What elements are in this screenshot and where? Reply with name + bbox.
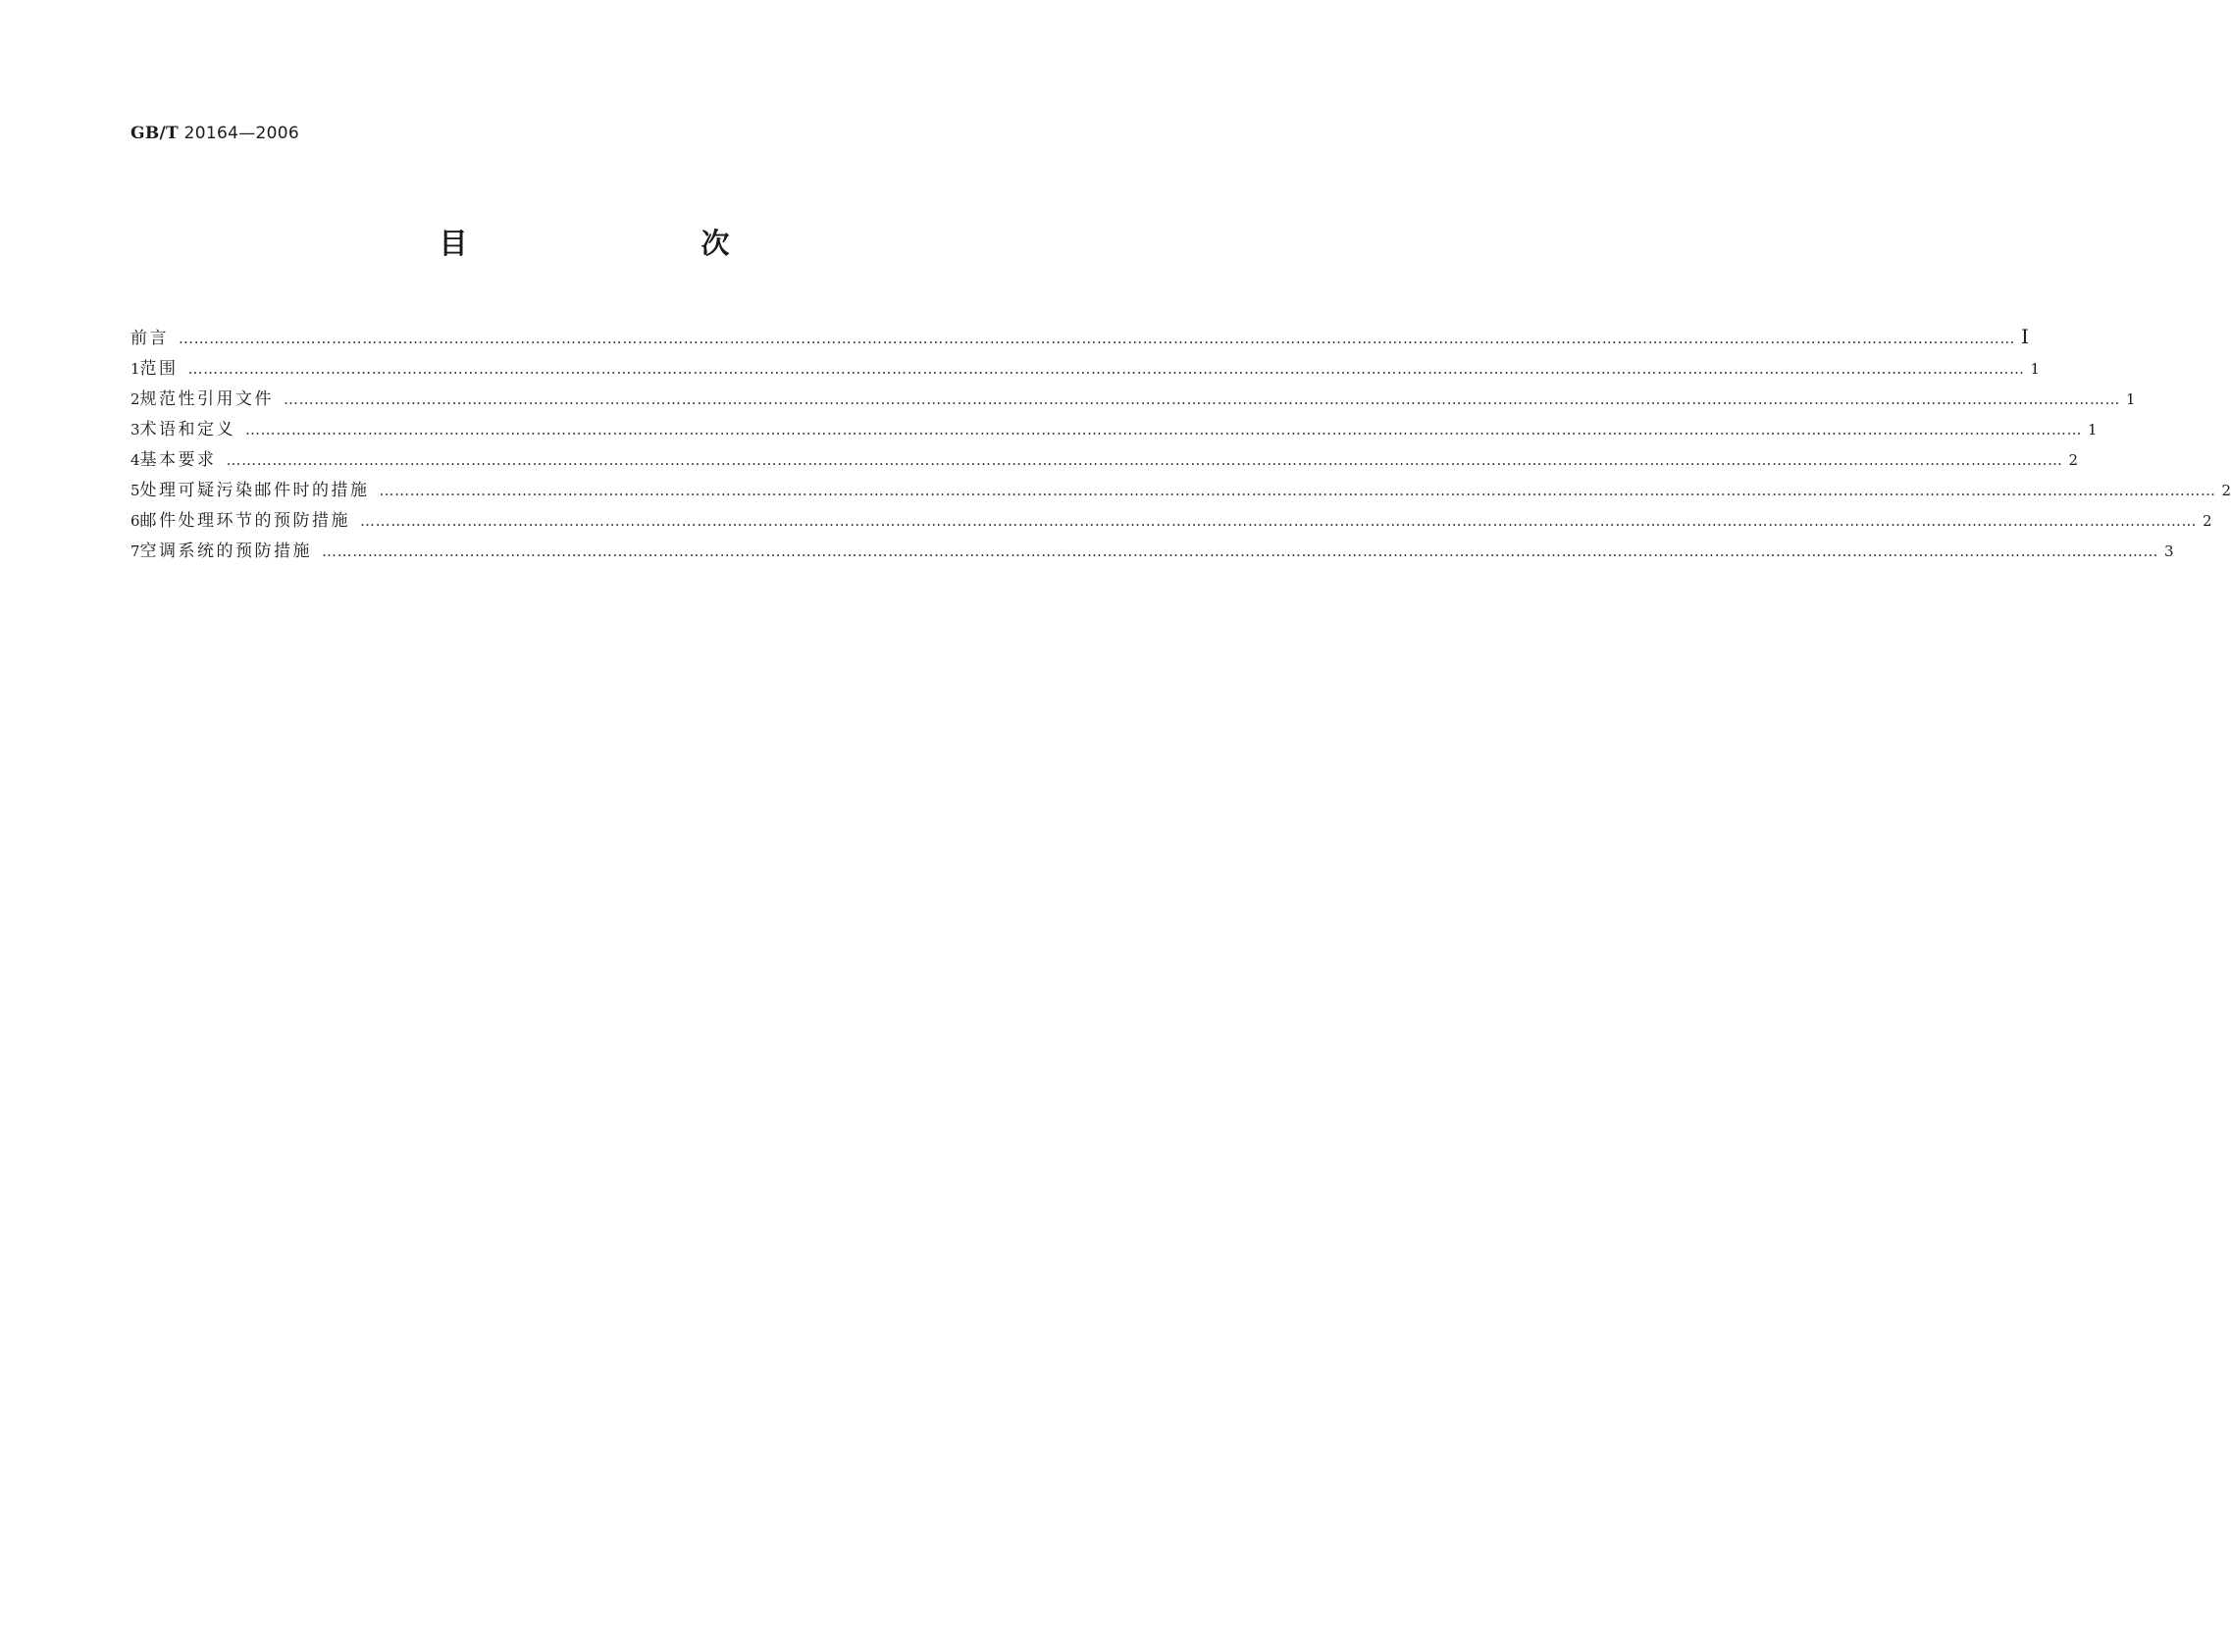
toc-leader-dots: ………………………………………………………………………………………………………………………………………………………………………………………………………………………………………………………………………………………………………………………………	[360, 512, 2198, 530]
toc-entry[interactable]	[130, 415, 2098, 445]
toc-entry-label: 规范性引用文件	[139, 389, 275, 409]
toc-entry-number: 7	[130, 542, 140, 560]
toc-leader-dots: ………………………………………………………………………………………………………………………………………………………………………………………………………………………………………………………………………………………………………………………………	[245, 421, 2083, 439]
toc-entry-number: 4	[130, 451, 140, 469]
toc-entry-page: 3	[2164, 542, 2174, 560]
page-title: 目 次	[439, 227, 789, 260]
toc-entry-page: 1	[2030, 360, 2041, 378]
table-of-contents	[130, 324, 2231, 567]
toc-entry[interactable]	[130, 506, 2212, 537]
toc-entry-label: 邮件处理环节的预防措施	[139, 511, 351, 531]
toc-entry[interactable]	[130, 445, 2079, 476]
toc-entry-label: 术语和定义	[139, 420, 236, 439]
toc-leader-dots: ………………………………………………………………………………………………………………………………………………………………………………………………………………………………………………………………………………………………………………………………	[226, 451, 2063, 469]
toc-leader-dots: ………………………………………………………………………………………………………………………………………………………………………………………………………………………………………………………………………………………………………………………………	[284, 390, 2121, 408]
toc-entry-label: 处理可疑污染邮件时的措施	[139, 481, 370, 500]
toc-entry[interactable]	[130, 476, 2231, 506]
toc-entry-number: 3	[130, 421, 140, 439]
toc-entry-number: 5	[130, 482, 140, 499]
toc-entry-page: 2	[2221, 482, 2231, 499]
standard-number: 20164—2006	[183, 124, 300, 143]
toc-leader-dots: ………………………………………………………………………………………………………………………………………………………………………………………………………………………………………………………………………………………………………………………………	[322, 542, 2159, 560]
toc-entry-preface[interactable]	[130, 324, 2029, 354]
toc-entry-label: 范围	[139, 359, 179, 379]
standard-number-header	[130, 124, 299, 143]
toc-entry[interactable]	[130, 537, 2174, 567]
standard-code: GB/T	[130, 124, 179, 143]
toc-entry-page: 2	[2068, 451, 2079, 469]
toc-entry-number: 1	[130, 360, 140, 378]
toc-leader-dots: ………………………………………………………………………………………………………………………………………………………………………………………………………………………………………………………………………………………………………………………………	[187, 360, 2025, 378]
toc-entry-number: 6	[130, 512, 140, 530]
toc-entry[interactable]	[130, 354, 2041, 385]
toc-entry-page: Ⅰ	[2021, 325, 2029, 348]
toc-entry[interactable]	[130, 385, 2136, 415]
toc-entry-label: 基本要求	[139, 450, 217, 470]
toc-entry-page: 1	[2088, 421, 2098, 439]
toc-leader-dots: ………………………………………………………………………………………………………………………………………………………………………………………………………………………………………………………………………………………………………………………………	[379, 482, 2216, 499]
toc-entry-label: 前言	[130, 329, 169, 348]
toc-entry-page: 1	[2126, 390, 2136, 408]
toc-entry-number: 2	[130, 390, 140, 408]
toc-leader-dots: ………………………………………………………………………………………………………………………………………………………………………………………………………………………………………………………………………………………………………………………………	[179, 330, 2015, 347]
toc-entry-label: 空调系统的预防措施	[139, 542, 313, 561]
toc-entry-page: 2	[2203, 512, 2212, 530]
